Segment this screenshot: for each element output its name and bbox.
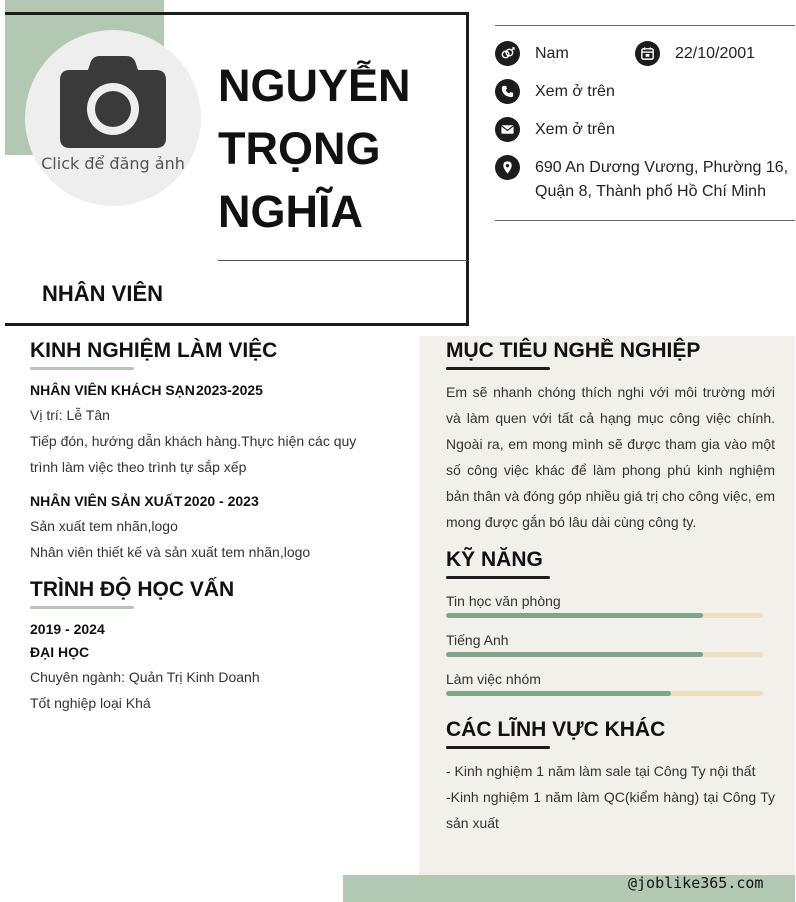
address-line-2: Quận 8, Thành phố Hồ Chí Minh (535, 183, 766, 200)
phone-value: Xem ở trên (535, 83, 615, 100)
skill-3-bar (446, 691, 763, 696)
skill-2-fill (446, 652, 703, 657)
skill-2-label: Tiếng Anh (446, 632, 509, 648)
photo-caption: Click để đăng ảnh (41, 154, 185, 173)
other-title: CÁC LĨNH VỰC KHÁC (446, 718, 666, 741)
skill-3-label: Làm việc nhóm (446, 671, 541, 687)
objective-text: Em sẽ nhanh chóng thích nghi với môi trường mới và làm quen với tất cả hạng mục công việc chính. Ngoài ra, em mong mình sẽ được tham gia vào một số công việc khác để làm phong phú kinh nghiệm bản thân và đóng góp nhiều giá trị cho công việc, em mong được gắn bó lâu dài cùng công ty. (446, 384, 775, 530)
skill-1-bar (446, 613, 763, 618)
job-1-line-3: trình làm việc theo trình tự sắp xếp (30, 459, 247, 475)
other-underline (446, 746, 550, 749)
watermark: @joblike365.com (628, 874, 764, 892)
other-line-2: -Kinh nghiệm 1 năm làm QC(kiểm hàng) tại Công Ty sản xuất (446, 789, 775, 831)
job-2-line-2: Nhân viên thiết kế và sản xuất tem nhãn,logo (30, 544, 311, 560)
education-title: TRÌNH ĐỘ HỌC VẤN (30, 578, 235, 601)
other-line-1: - Kinh nghiệm 1 năm làm sale tại Công Ty nội thất (446, 763, 756, 779)
birthday-value: 22/10/2001 (675, 45, 756, 62)
job-2-line-1: Sản xuất tem nhãn,logo (30, 518, 178, 534)
skill-2-bar (446, 652, 763, 657)
job-2-role: NHÂN VIÊN SẢN XUẤT (30, 493, 183, 509)
education-result: Tốt nghiệp loại Khá (30, 695, 151, 711)
skill-1-fill (446, 613, 703, 618)
job-title: NHÂN VIÊN (42, 281, 164, 306)
skill-3-fill (446, 691, 671, 696)
job-1-period: 2023-2025 (196, 382, 263, 398)
gender-icon (495, 41, 520, 66)
phone-icon (495, 79, 520, 104)
skill-1-label: Tin học văn phòng (446, 593, 561, 609)
full-name-line-2: TRỌNG (218, 123, 381, 174)
skills-title: KỸ NĂNG (446, 548, 543, 571)
education-school: ĐẠI HỌC (30, 644, 90, 660)
email-value: Xem ở trên (535, 121, 615, 138)
objective-underline (446, 367, 550, 370)
job-2-period: 2020 - 2023 (184, 493, 259, 509)
calendar-icon (635, 41, 660, 66)
name-divider (218, 260, 467, 261)
job-1-line-2: Tiếp đón, hướng dẫn khách hàng.Thực hiện các quy (30, 433, 357, 449)
full-name-line-1: NGUYỄN (218, 60, 411, 111)
job-1-role: NHÂN VIÊN KHÁCH SẠN (30, 382, 195, 398)
objective-title: MỤC TIÊU NGHỀ NGHIỆP (446, 339, 701, 362)
experience-underline (30, 367, 134, 370)
other-list (446, 758, 775, 836)
skills-underline (446, 576, 550, 579)
mail-icon (495, 117, 520, 142)
experience-title: KINH NGHIỆM LÀM VIỆC (30, 339, 278, 362)
job-1-line-1: Vị trí: Lễ Tân (30, 407, 110, 423)
contact-divider-top (495, 25, 795, 26)
full-name-line-3: NGHĨA (218, 186, 363, 237)
education-major: Chuyên ngành: Quản Trị Kinh Doanh (30, 669, 260, 685)
camera-icon (60, 56, 166, 148)
education-underline (30, 606, 134, 609)
contact-divider-bottom (495, 220, 795, 221)
address-line-1: 690 An Dương Vương, Phường 16, (535, 159, 789, 176)
location-icon (495, 155, 520, 180)
gender-value: Nam (535, 45, 569, 62)
education-period: 2019 - 2024 (30, 621, 105, 637)
